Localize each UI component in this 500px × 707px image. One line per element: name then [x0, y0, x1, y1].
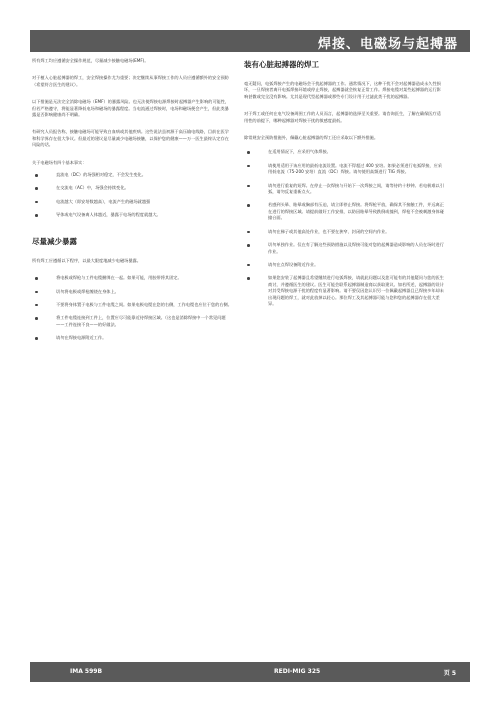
list-item: [244, 275, 444, 307]
list-item-text: 请勿进行重复的短焊。在停止一次焊接与开始下一次焊接之间，请等待约十秒钟。若电极难以引弧，请勿反复重新点火。: [268, 182, 444, 195]
paragraph: 所有焊工应遵循以下程序，以最大限度地减少电磁场暴露。: [32, 257, 141, 263]
section-heading: 尽量减少暴露: [32, 236, 77, 246]
list-item: [32, 185, 232, 191]
bullet-icon: [35, 187, 38, 190]
list-item-text: 请勿在梯子或其他高处作业，也不要在狭窄、封闭的空间内作业。: [268, 228, 390, 234]
list-item-text: 请勿在焊接电源附近工作。: [56, 335, 107, 341]
list-item: [244, 262, 444, 268]
page-number: 页 5: [443, 670, 456, 677]
list-item-text: 请勿在点焊设备附近作业。: [268, 261, 319, 267]
list-item-text: 在交流电（AC）中，场强会持续变化。: [56, 185, 129, 191]
paragraph: 除常规安全预防措施外，佩戴心脏起搏器的焊工还应采取以下额外措施。: [244, 135, 379, 141]
list-item-text: 不要将身体置于电极与工件电缆之间。如果电极电缆在您的右侧，工作电缆也应位于您的右侧。: [56, 301, 232, 307]
list-item-text: 将电极或焊枪与工件电缆捆绑在一起。如果可能，用胶带将其固定。: [56, 275, 182, 281]
list-item: [32, 315, 232, 328]
bullet-icon: [247, 277, 250, 280]
section-heading: 装有心脏起搏器的焊工: [244, 60, 319, 69]
bullet-icon: [35, 317, 38, 320]
bullet-icon: [35, 201, 38, 204]
list-item: [32, 212, 232, 218]
list-item-text: 直流电（DC）的场强相对稳定，不会发生变化。: [56, 172, 146, 178]
paragraph: 毫无疑问，电弧焊接产生的电磁场会干扰起搏器的工作。通常情况下，这种干扰不会对起搏器造成永久性损坏，一旦焊接者离开电弧焊接环境或停止焊接，起搏器就会恢复正常工作。焊接电缆对某些起搏器的运行影响甚微或完全没有影响。尤其是现代型起搏器或那些专门设计用于过滤此类干扰的起搏器。: [244, 81, 441, 99]
list-item: [244, 242, 444, 255]
list-item: [32, 289, 232, 295]
bullet-icon: [247, 165, 250, 168]
paragraph: 关于电磁场有四个基本事实：: [32, 159, 87, 165]
list-item-text: 切勿单独作业。仅在有了解这些预防措施以及焊接可能对您的起搏器造成影响的人员在场时进行作业。: [268, 242, 444, 254]
list-item-text: 如果您安装了起搏器且希望继续进行电弧焊接，请就此问题以及您可能有的其他疑问与您的医生商讨，并遵循医生的建议。医生可能会联系起搏器制造商以获取建议。如若所述，起搏器的设计对其受焊接电源干扰的程度有显著影响。请不要仅因您认识另一位佩戴起搏器且已焊接多年却未出现问题的焊工，就对此放掉以轻心。那位焊工及其起搏器可能与您和您的起搏器存在很大差异。: [268, 275, 444, 306]
facts-list: [32, 172, 232, 219]
list-item: [244, 202, 444, 221]
model-number: IMA 599B: [70, 668, 103, 675]
bullet-icon: [247, 264, 250, 267]
extra-measures-list: [244, 149, 444, 307]
paragraph: 以下措施是无法完全消除电磁场（EMF）的暴露风险。也无法使焊接电源焊接时起搏器产生影响的可能性，但若严格遵守，将能显著降低电场和磁场的暴露程度。当电流通过焊接时，电场和磁场便会产生，但此类暴露是否影响健康尚不明确。: [32, 99, 230, 118]
bullet-icon: [247, 204, 250, 207]
footer-bar: [30, 662, 470, 682]
product-name: REDI-MIG 325: [274, 668, 321, 675]
paragraph: 对于植入心脏起搏器的焊工，安全焊接操作尤为重要；决定继续从事焊接工作的人员应遵循额外的安全预防（希望符合医生的建议）。: [32, 75, 229, 87]
bullet-icon: [35, 337, 38, 340]
header-bar: [30, 30, 470, 52]
list-item: [244, 229, 444, 235]
bullet-icon: [35, 174, 38, 177]
bullet-icon: [35, 277, 38, 280]
bullet-icon: [35, 304, 38, 307]
bullet-icon: [35, 291, 38, 294]
bullet-icon: [247, 151, 250, 154]
list-item: [244, 183, 444, 196]
list-item: [32, 275, 232, 281]
left-column: [32, 58, 232, 352]
bullet-icon: [247, 185, 250, 188]
list-item: [32, 172, 232, 178]
list-item-text: 若感到头晕、眩晕或胸部有压迫，请立即停止焊接。将焊枪平放，确保其不接触工件，并远离正在进行的焊接区域。请提前做好工作安排，以防因眩晕导致跌倒或撞到，焊枪不会被刺激身体碰撞台面。: [268, 202, 444, 221]
list-item: [244, 163, 444, 176]
list-item: [32, 335, 232, 341]
list-item: [32, 302, 232, 308]
page-title: 焊接、电磁场与起搏器: [317, 37, 458, 52]
measures-list: [32, 275, 232, 341]
paragraph: 对于焊工或任何在电气设备周围工作的人员而言，起搏器的选择至关重要。请咨询医生，了解在确保医疗适用性的前提下，哪种起搏器对焊接干扰的敏感度最低。: [244, 111, 441, 123]
list-item-text: 在适用情况下，应采用气体焊接。: [268, 149, 331, 155]
paragraph: 所有焊工均应遵循安全操作规范，尽量减少接触电磁场(EMF)。: [32, 58, 149, 63]
bullet-icon: [247, 244, 250, 247]
bullet-icon: [247, 231, 250, 234]
right-column: [244, 58, 444, 317]
list-item-text: 电流越大（即安培数越高），电流产生的磁场就越强: [56, 198, 151, 204]
paragraph: 有研究人员报告称，接触电磁场可能导致白血病或其他疾病。这些说法虽初源于高压输电线路，目前在医学和科学界存在很大争议。但最近的建议是尽量减少电磁场接触，以保护您的健康——万一医生最终认定存在风险的话。: [32, 129, 229, 148]
list-item: [32, 199, 232, 205]
list-item: [244, 149, 444, 155]
list-item-text: 将工件电缆连接到工件上，位置应尽可能靠近待焊接区域。（这也是消除焊接中一个常见问题——工件连接不良——的好做法。: [56, 315, 226, 327]
list-item-text: 切勿将电极或焊枪缠绕在身体上。: [56, 288, 119, 294]
bullet-icon: [35, 214, 38, 217]
list-item-text: 请使用适用于该应用的最低电流设置。电流不得超过 400 安培。如果必须进行电弧焊接，应采用低电流（75-200 安培）直流（DC）焊接。请勿使用高频进行 TIG 焊接。: [268, 162, 442, 175]
list-item-text: 导体或电气设备离人体越近，暴露于电场的程度就越大。: [56, 212, 161, 218]
